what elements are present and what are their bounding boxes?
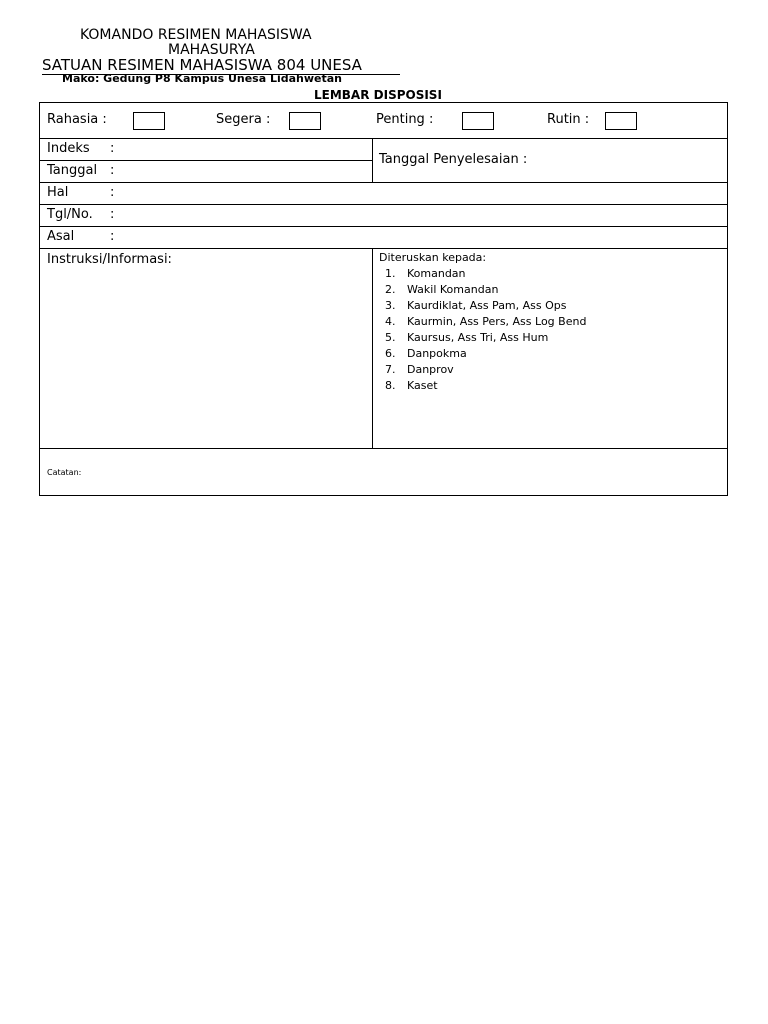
recipient-item	[385, 378, 586, 394]
tanggal-penyelesaian-label: Tanggal Penyelesaian :	[379, 152, 528, 167]
recipient-number: 5.	[385, 331, 396, 344]
tgl-no-row	[40, 204, 727, 227]
tgl-no-colon: :	[110, 207, 115, 222]
form-title: LEMBAR DISPOSISI	[314, 88, 442, 102]
header-line-1: KOMANDO RESIMEN MAHASISWA	[80, 27, 312, 43]
rutin-checkbox[interactable]	[605, 112, 637, 130]
recipient-item	[385, 346, 586, 362]
indeks-colon: :	[110, 141, 115, 156]
asal-row	[40, 226, 727, 249]
header-line-3: SATUAN RESIMEN MAHASISWA 804 UNESA	[42, 56, 362, 74]
recipient-number: 8.	[385, 379, 396, 392]
recipient-item	[385, 314, 586, 330]
segera-label: Segera :	[216, 112, 271, 127]
header-line-2: MAHASURYA	[168, 42, 255, 58]
catatan-label: Catatan:	[47, 468, 82, 477]
recipient-number: 1.	[385, 267, 396, 280]
disposition-form	[39, 102, 728, 496]
recipient-number: 7.	[385, 363, 396, 376]
header-line-4: Mako: Gedung P8 Kampus Unesa Lidahwetan	[62, 72, 343, 85]
recipient-text: Wakil Komandan	[407, 283, 499, 296]
recipient-text: Danpokma	[407, 347, 467, 360]
recipient-item	[385, 266, 586, 282]
recipient-number: 4.	[385, 315, 396, 328]
tanggal-colon: :	[110, 163, 115, 178]
segera-checkbox[interactable]	[289, 112, 321, 130]
hal-row	[40, 182, 727, 205]
asal-colon: :	[110, 229, 115, 244]
recipient-item	[385, 282, 586, 298]
asal-label: Asal	[47, 229, 75, 244]
recipient-number: 2.	[385, 283, 396, 296]
recipient-text: Kaursus, Ass Tri, Ass Hum	[407, 331, 549, 344]
hal-colon: :	[110, 185, 115, 200]
recipient-item	[385, 330, 586, 346]
rahasia-checkbox[interactable]	[133, 112, 165, 130]
recipient-item	[385, 362, 586, 378]
recipient-number: 3.	[385, 299, 396, 312]
tgl-no-label: Tgl/No.	[47, 207, 93, 222]
hal-label: Hal	[47, 185, 69, 200]
recipient-text: Komandan	[407, 267, 466, 280]
recipient-number: 6.	[385, 347, 396, 360]
indeks-label: Indeks	[47, 141, 90, 156]
instruksi-divider	[372, 248, 373, 448]
penting-checkbox[interactable]	[462, 112, 494, 130]
recipient-list	[385, 266, 586, 394]
rahasia-label: Rahasia :	[47, 112, 107, 127]
instruksi-row	[40, 248, 727, 449]
recipient-text: Danprov	[407, 363, 454, 376]
instruksi-label: Instruksi/Informasi:	[47, 252, 172, 267]
recipient-item	[385, 298, 586, 314]
rutin-label: Rutin :	[547, 112, 590, 127]
tanggal-label: Tanggal	[47, 163, 98, 178]
diteruskan-label: Diteruskan kepada:	[379, 251, 487, 264]
recipient-text: Kaset	[407, 379, 438, 392]
recipient-text: Kaurmin, Ass Pers, Ass Log Bend	[407, 315, 587, 328]
penting-label: Penting :	[376, 112, 434, 127]
priority-row	[40, 103, 727, 139]
recipient-text: Kaurdiklat, Ass Pam, Ass Ops	[407, 299, 567, 312]
